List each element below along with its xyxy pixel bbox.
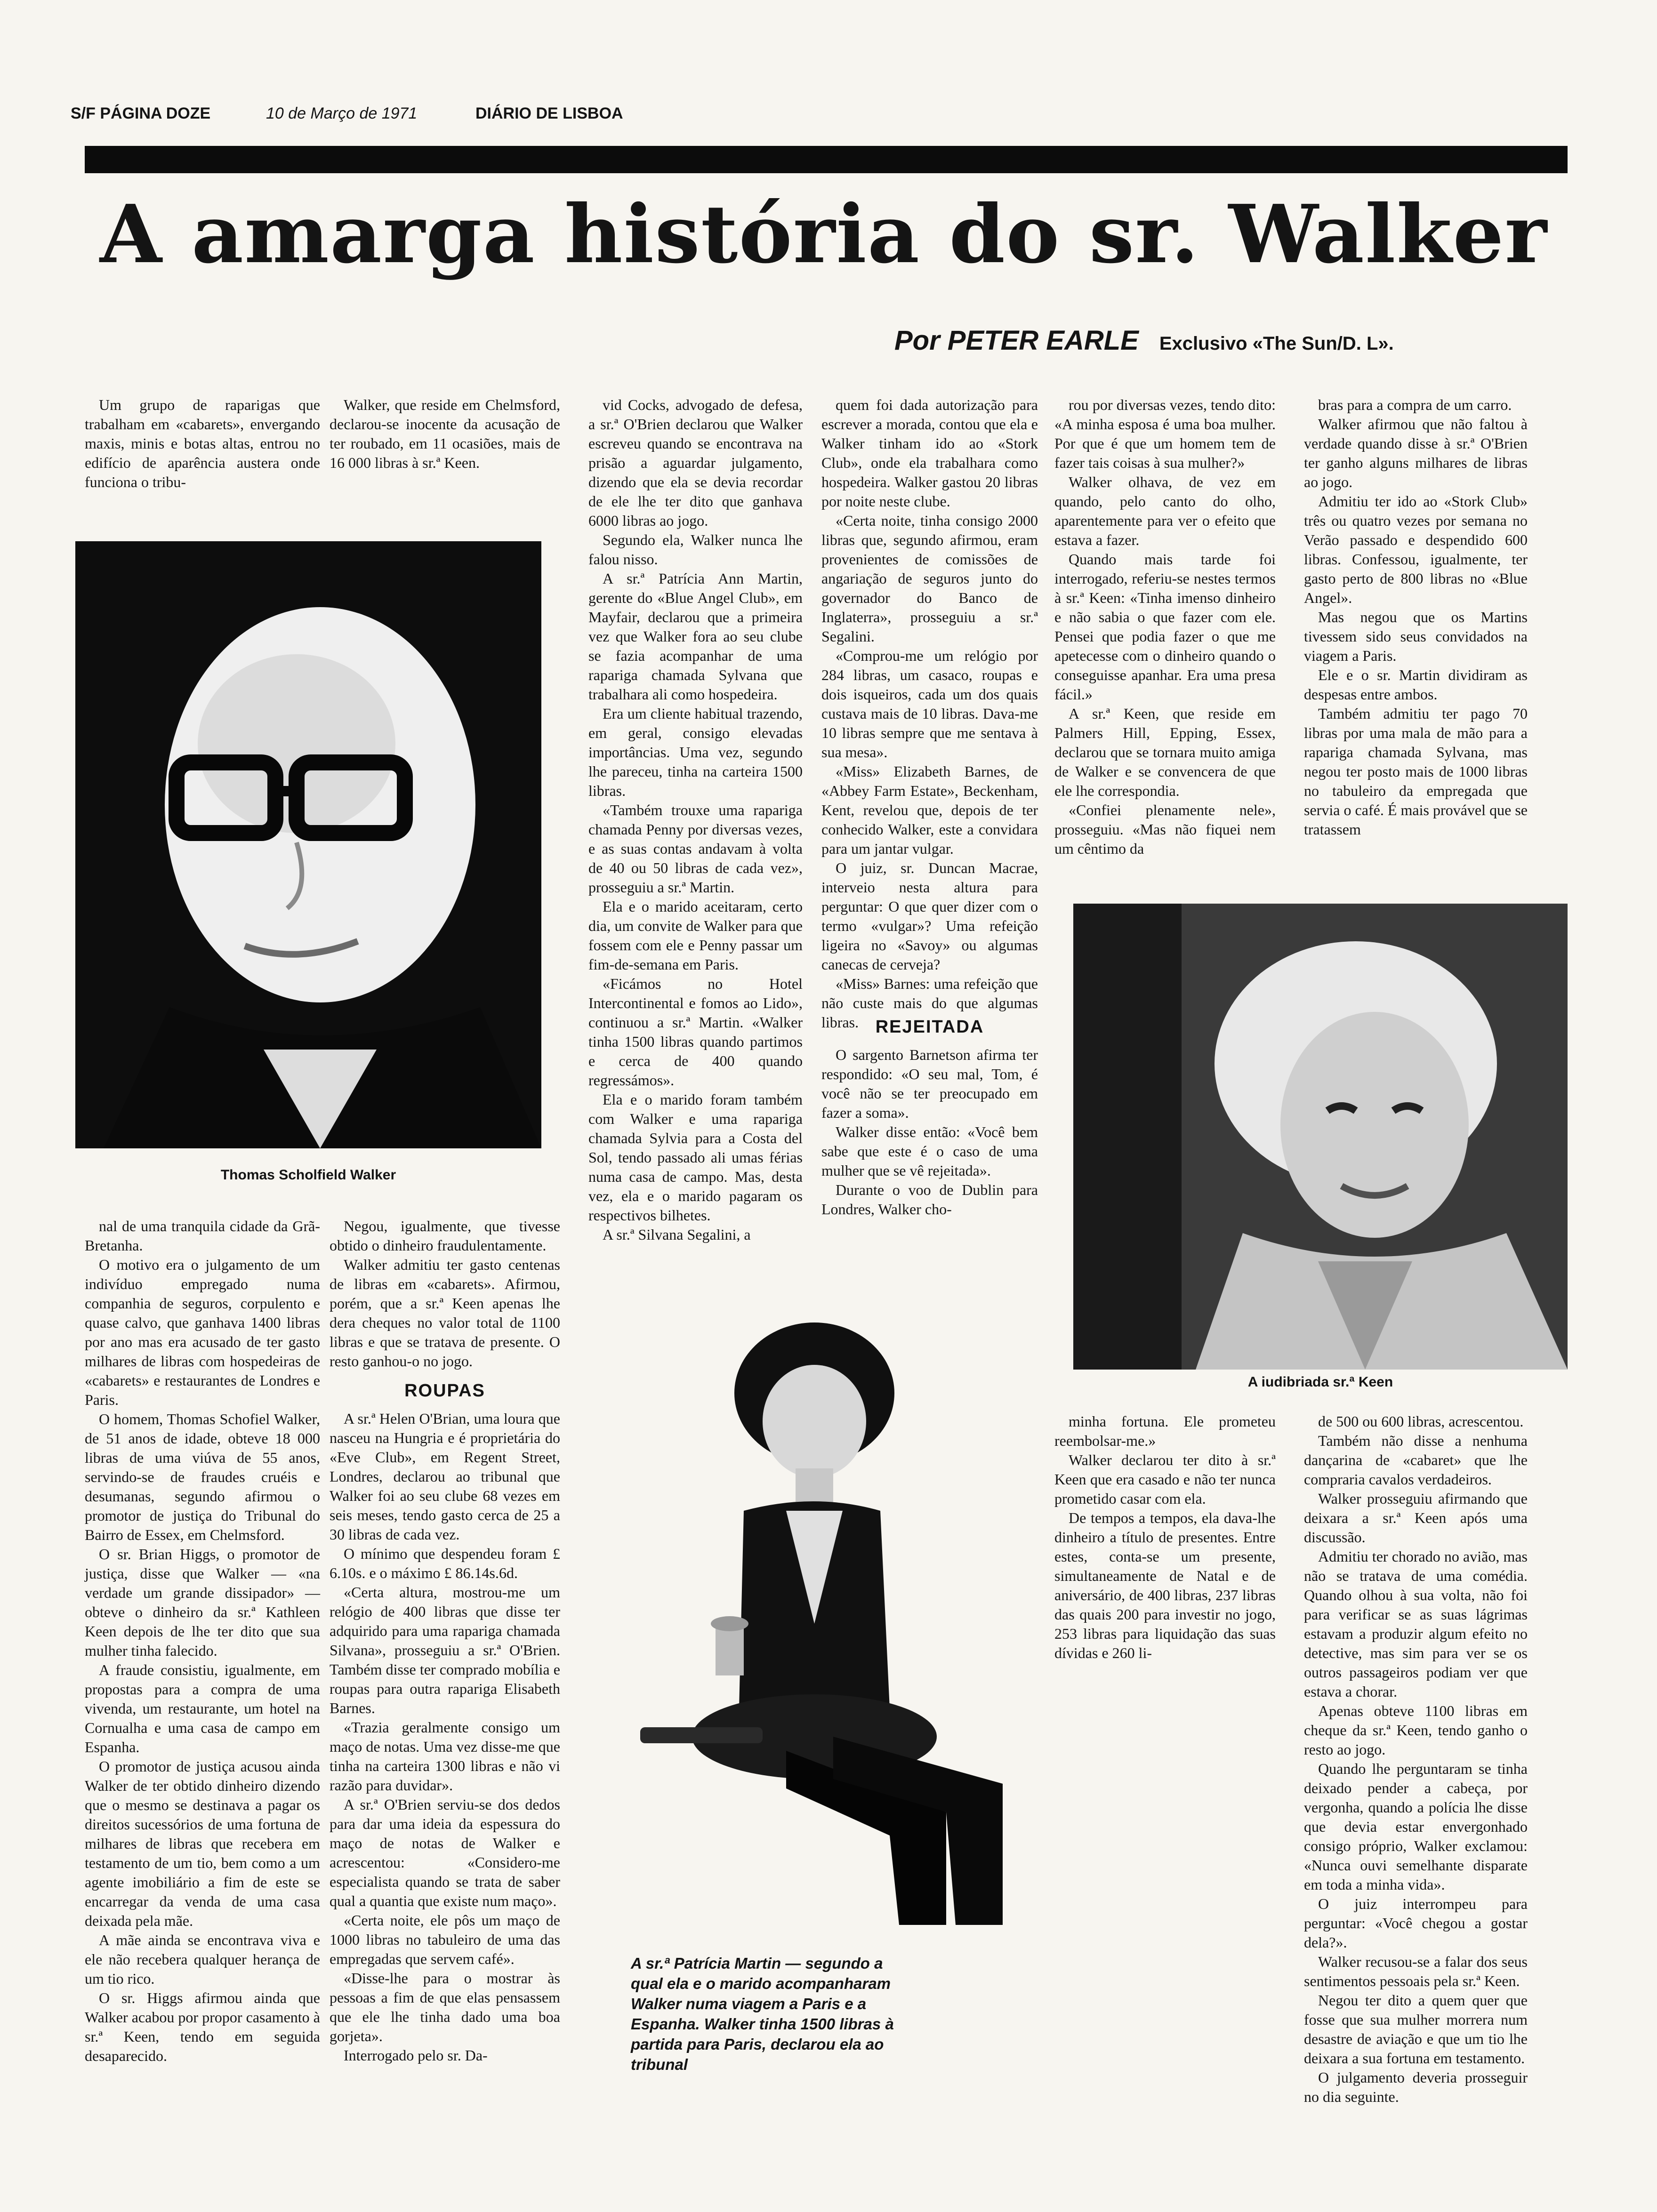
paragraph: «Certa noite, ele pôs um maço de 1000 libras no tabuleiro de uma das empregadas que servem café». (330, 1912, 560, 1967)
paragraph: Negou ter dito a quem quer que fosse que sua mulher morrera num desastre de aviação e que um tio lhe deixara a sua fortuna em testamento. (1304, 1992, 1528, 2067)
paragraph: Mas negou que os Martins tivessem sido seus convidados na viagem a Paris. (1304, 609, 1528, 664)
newspaper-name: DIÁRIO DE LISBOA (475, 104, 623, 122)
column-3 (588, 395, 803, 1285)
walker-photo (75, 541, 541, 1148)
column-2-bottom-text-b (330, 1409, 560, 2065)
paragraph: quem foi dada autorização para escrever a morada, contou que ela e Walker tinham ido ao «Stork Club», onde ela trabalhara como hospedeira. Walker gastou 20 libras por noite neste clube. (821, 396, 1038, 510)
subhead-roupas: ROUPAS (404, 1381, 485, 1401)
paragraph: minha fortuna. Ele prometeu reembolsar-me.» (1054, 1413, 1276, 1449)
byline: Por PETER EARLE (894, 325, 1139, 356)
paragraph: Walker, que reside em Chelmsford, declarou-se inocente da acusação de ter roubado, em 11 ocasiões, mais de 16 000 libras à sr.ª Keen. (330, 396, 560, 471)
column-4-bottom-text (821, 1045, 1038, 1219)
paragraph: Um grupo de raparigas que trabalham em «cabarets», envergando maxis, minis e botas altas, entrou no edifício de aparência austera onde funciona o tribu- (85, 396, 320, 490)
paragraph: Walker afirmou que não faltou à verdade quando disse à sr.ª O'Brien ter ganho alguns milhares de libras ao jogo. (1304, 416, 1528, 490)
paragraph: O sr. Higgs afirmou ainda que Walker acabou por propor casamento à sr.ª Keen, tendo em seguida desaparecido. (85, 1989, 320, 2064)
paragraph: Walker declarou ter dito à sr.ª Keen que era casado e não ter nunca prometido casar com ela. (1054, 1451, 1276, 1507)
page-number: S/F PÁGINA DOZE (71, 104, 211, 122)
paragraph: Quando lhe perguntaram se tinha deixado pender a cabeça, por vergonha, quando a polícia lhe disse que devia estar envergonhado consigo próprio, Walker exclamou: «Nunca ouvi semelhante disparate em toda a minha vida». (1304, 1760, 1528, 1893)
paragraph: «Também trouxe uma rapariga chamada Penny por diversas vezes, e as suas contas andavam à volta de 40 ou 50 libras de cada vez», prosseguiu a sr.ª Martin. (588, 801, 803, 896)
walker-photo-caption: Thomas Scholfield Walker (220, 1167, 396, 1183)
issue-date: 10 de Março de 1971 (266, 104, 418, 122)
paragraph: O homem, Thomas Schofiel Walker, de 51 anos de idade, obteve 18 000 libras de uma viúva de 55 anos, servindo-se de fraudes cruéis e desumanas, segundo afirmou o promotor de justiça do Tribunal do Bairro de Essex, em Chelmsford. (85, 1411, 320, 1543)
paragraph: Walker olhava, de vez em quando, pelo canto do olho, aparentemente para ver o efeito que estava a fazer. (1054, 473, 1276, 548)
paragraph: «Confiei plenamente nele», prosseguiu. «Mas não fiquei nem um cêntimo da (1054, 801, 1276, 857)
martin-photo-caption: A sr.ª Patrícia Martin — segundo a qual ela e o marido acompanharam Walker numa viagem a Paris e a Espanha. Walker tinha 1500 libras à partida para Paris, declarou ela ao tribunal (631, 1955, 894, 2073)
paragraph: Walker recusou-se a falar dos seus sentimentos pessoais pela sr.ª Keen. (1304, 1953, 1528, 1989)
column-2-bottom (330, 1217, 560, 2200)
column-1-top (85, 395, 320, 551)
paragraph: A sr.ª Silvana Segalini, a (603, 1226, 751, 1243)
column-6-bottom (1304, 1412, 1528, 2203)
subhead-rejeitada: REJEITADA (875, 1017, 984, 1037)
header-rule (85, 146, 1568, 173)
paragraph: «Miss» Barnes: uma refeição que não custe mais do que algumas libras. (821, 975, 1038, 1031)
paragraph: Durante o voo de Dublin para Londres, Walker cho- (821, 1181, 1038, 1218)
headline: A amarga história do sr. Walker (99, 187, 1548, 281)
paragraph: «Certa noite, tinha consigo 2000 libras que, segundo afirmou, eram provenientes de comissões de angariação de seguros junto do governador do Banco de Inglaterra», prosseguiu a sr.ª Segalini. (821, 512, 1038, 645)
keen-photo-caption: A iudibriada sr.ª Keen (1247, 1374, 1393, 1390)
paragraph: O juiz, sr. Duncan Macrae, interveio nesta altura para perguntar: O que quer dizer com o termo «vulgar»? Uma refeição ligeira no «Savoy» ou algumas canecas de cerveja? (821, 859, 1038, 973)
column-5-top (1054, 395, 1276, 904)
byline-block (894, 325, 1394, 356)
paragraph: A mãe ainda se encontrava viva e ele não recebera qualquer herança de um tio rico. (85, 1931, 320, 1987)
paragraph: Segundo ela, Walker nunca lhe falou nisso. (588, 531, 803, 568)
paragraph: O sr. Brian Higgs, o promotor de justiça, disse que Walker — «na verdade um grande dissipador» — obteve o dinheiro da sr.ª Kathleen Keen depois de lhe ter dito que sua mulher tinha falecido. (85, 1546, 320, 1659)
paragraph: A fraude consistiu, igualmente, em propostas para a compra de uma vivenda, um restaurante, um hotel na Cornualha e uma casa de campo em Espanha. (85, 1661, 320, 1755)
keen-photo (1073, 904, 1568, 1370)
paragraph: Apenas obteve 1100 libras em cheque da sr.ª Keen, tendo ganho o resto ao jogo. (1304, 1702, 1528, 1758)
paragraph: bras para a compra de um carro. (1318, 396, 1512, 413)
paragraph: «Disse-lhe para o mostrar às pessoas a fim de que elas pensassem que ele lhe tinha dado uma boa gorjeta». (330, 1970, 560, 2044)
paragraph: «Miss» Elizabeth Barnes, de «Abbey Farm Estate», Beckenham, Kent, revelou que, depois de ter conhecido Walker, este a convidara para um jantar vulgar. (821, 763, 1038, 857)
paragraph: Walker disse então: «Você bem sabe que este é o caso de uma mulher que se vê rejeitada». (821, 1123, 1038, 1179)
paragraph: A sr.ª O'Brien serviu-se dos dedos para dar uma ideia da espessura do maço de notas de Walker e acrescentou: «Considero-me especialista quando se trata de saber qual a quantia que existe num maço». (330, 1796, 560, 1909)
paragraph: vid Cocks, advogado de defesa, a sr.ª O'Brien declarou que Walker escreveu quando se encontrava na prisão a aguardar julgamento, dizendo que ela se devia recordar de ele lhe ter dito que ganhava 6000 libras ao jogo. (588, 396, 803, 529)
paragraph: Quando mais tarde foi interrogado, referiu-se nestes termos à sr.ª Keen: «Tinha imenso dinheiro e não sabia o que fazer com ele. Pensei que podia fazer o que me apetecesse com o dinheiro quando o conseguisse apanhar. Era uma presa fácil.» (1054, 551, 1276, 703)
column-2-bottom-text-a (330, 1217, 560, 1371)
column-5-bottom (1054, 1412, 1276, 1741)
column-6-top (1304, 395, 1528, 904)
paragraph: Walker admitiu ter gasto centenas de libras em «cabarets». Afirmou, porém, que a sr.ª Keen apenas lhe dera cheques no valor total de 1100 libras e que se tratava de presente. O resto ganhou-o no jogo. (330, 1256, 560, 1370)
column-2-top (330, 395, 560, 551)
walker-portrait-illustration (75, 541, 541, 1148)
paragraph: A sr.ª Helen O'Brian, uma loura que nasceu na Hungria e é proprietária do «Eve Club», em Regent Street, Londres, declarou ao tribunal que Walker foi ao seu clube 68 vezes em seis meses, tendo gasto cerca de 25 a 30 libras de cada vez. (330, 1410, 560, 1543)
paragraph: Ela e o marido aceitaram, certo dia, um convite de Walker para que fossem com ele e Penny passar um fim-de-semana em Paris. (588, 898, 803, 973)
paragraph: de 500 ou 600 libras, acrescentou. (1318, 1413, 1524, 1430)
paragraph: O juiz interrompeu para perguntar: «Você chegou a gostar dela?». (1304, 1895, 1528, 1951)
paragraph: O julgamento deveria prosseguir no dia seguinte. (1304, 2069, 1528, 2105)
paragraph: «Ficámos no Hotel Intercontinental e fomos ao Lido», continuou a sr.ª Martin. «Walker tinha 1500 libras quando partimos e cerca de 400 quando regressámos». (588, 975, 803, 1089)
paragraph: Era um cliente habitual trazendo, em geral, consigo elevadas importâncias. Uma vez, segundo lhe pareceu, tinha na carteira 1500 libras. (588, 705, 803, 799)
paragraph: O mínimo que despendeu foram £ 6.10s. e o máximo £ 86.14s.6d. (330, 1545, 560, 1581)
column-1-bottom (85, 1217, 320, 2200)
paragraph: Interrogado pelo sr. Da- (344, 2047, 488, 2064)
paragraph: Admitiu ter ido ao «Stork Club» três ou quatro vezes por semana no Verão passado e despendido 600 libras. Confessou, igualmente, ter gasto perto de 800 libras no «Blue Angel». (1304, 493, 1528, 606)
paragraph: O motivo era o julgamento de um indivíduo empregado numa companhia de seguros, corpulento e quase calvo, que ganhava 1400 libras por ano mas era acusado de ter gasto milhares de libras com hospedeiras de «cabarets» e restaurantes de Londres e Paris. (85, 1256, 320, 1408)
paragraph: Ele e o sr. Martin dividiram as despesas entre ambos. (1304, 666, 1528, 703)
paragraph: O promotor de justiça acusou ainda Walker de ter obtido dinheiro dizendo que o mesmo se destinava a pagar os direitos sucessórios de uma fortuna de milhares de libras que recebera em testamento de um tio, bem como a um agente imobiliário a fim de este se encarregar da venda de uma casa deixada pela mãe. (85, 1758, 320, 1929)
paragraph: «Comprou-me um relógio por 284 libras, um casaco, roupas e dois isqueiros, cada um dos quais custava mais de 10 libras. Dava-me 10 libras sempre que me sentava à sua mesa». (821, 647, 1038, 761)
martin-portrait-illustration (588, 1313, 1040, 1944)
paragraph: De tempos a tempos, ela dava-lhe dinheiro a título de presentes. Entre estes, conta-se um presente, simultaneamente de Natal e de aniversário, de 400 libras, 237 libras das quais 200 para investir no jogo, 253 libras para liquidação das suas dívidas e 260 li- (1054, 1509, 1276, 1661)
paragraph: rou por diversas vezes, tendo dito: «A minha esposa é uma boa mulher. Por que é que um homem tem de fazer tais coisas à sua mulher?» (1054, 396, 1276, 471)
paragraph: A sr.ª Patrícia Ann Martin, gerente do «Blue Angel Club», em Mayfair, declarou que a primeira vez que Walker fora ao seu clube se fazia acompanhar de uma rapariga chamada Sylvana que trabalhara ali como hospedeira. (588, 570, 803, 703)
paragraph: «Trazia geralmente consigo um maço de notas. Uma vez disse-me que tinha na carteira 1300 libras e não vi razão para duvidar». (330, 1719, 560, 1794)
martin-photo (588, 1313, 1040, 1944)
paragraph: Negou, igualmente, que tivesse obtido o dinheiro fraudulentamente. (330, 1218, 560, 1254)
paragraph: Também não disse a nenhuma dançarina de «cabaret» que lhe compraria cavalos verdadeiros. (1304, 1432, 1528, 1488)
keen-portrait-illustration (1073, 904, 1568, 1370)
column-4-bottom (821, 1007, 1038, 1308)
paragraph: «Certa altura, mostrou-me um relógio de 400 libras que disse ter adquirido para uma rapariga chamada Silvana», prosseguiu a sr.ª O'Brien. Também disse ter comprado mobília e roupas para outra rapariga Elisabeth Barnes. (330, 1584, 560, 1716)
paragraph: nal de uma tranquila cidade da Grã-Bretanha. (85, 1218, 320, 1254)
paragraph: Walker prosseguiu afirmando que deixara a sr.ª Keen após uma discussão. (1304, 1490, 1528, 1546)
paragraph: A sr.ª Keen, que reside em Palmers Hill, Epping, Essex, declarou que se tornara muito amiga de Walker e se convencera de que ele lhe correspondia. (1054, 705, 1276, 799)
exclusive-credit: Exclusivo «The Sun/D. L». (1159, 333, 1394, 354)
paragraph: Ela e o marido foram também com Walker e uma rapariga chamada Sylvia para a Costa del Sol, tendo passado ali umas férias numa casa de campo. Mas, desta vez, ela e o marido pagaram os respectivos bilhetes. (588, 1091, 803, 1224)
paragraph: O sargento Barnetson afirma ter respondido: «O seu mal, Tom, é você não se ter preocupado em fazer a soma». (821, 1046, 1038, 1121)
paragraph: Admitiu ter chorado no avião, mas não se tratava de uma comédia. Quando olhou à sua volta, não foi para verificar se as suas lágrimas estavam a produzir algum efeito no detective, mas sim para ver se os outros passageiros podiam ver que estava a chorar. (1304, 1548, 1528, 1700)
paragraph: Também admitiu ter pago 70 libras por uma mala de mão para a rapariga chamada Sylvana, mas negou ter posto mais de 1000 libras no tabuleiro da empregada que servia o café. É mais provável que se tratassem (1304, 705, 1528, 838)
